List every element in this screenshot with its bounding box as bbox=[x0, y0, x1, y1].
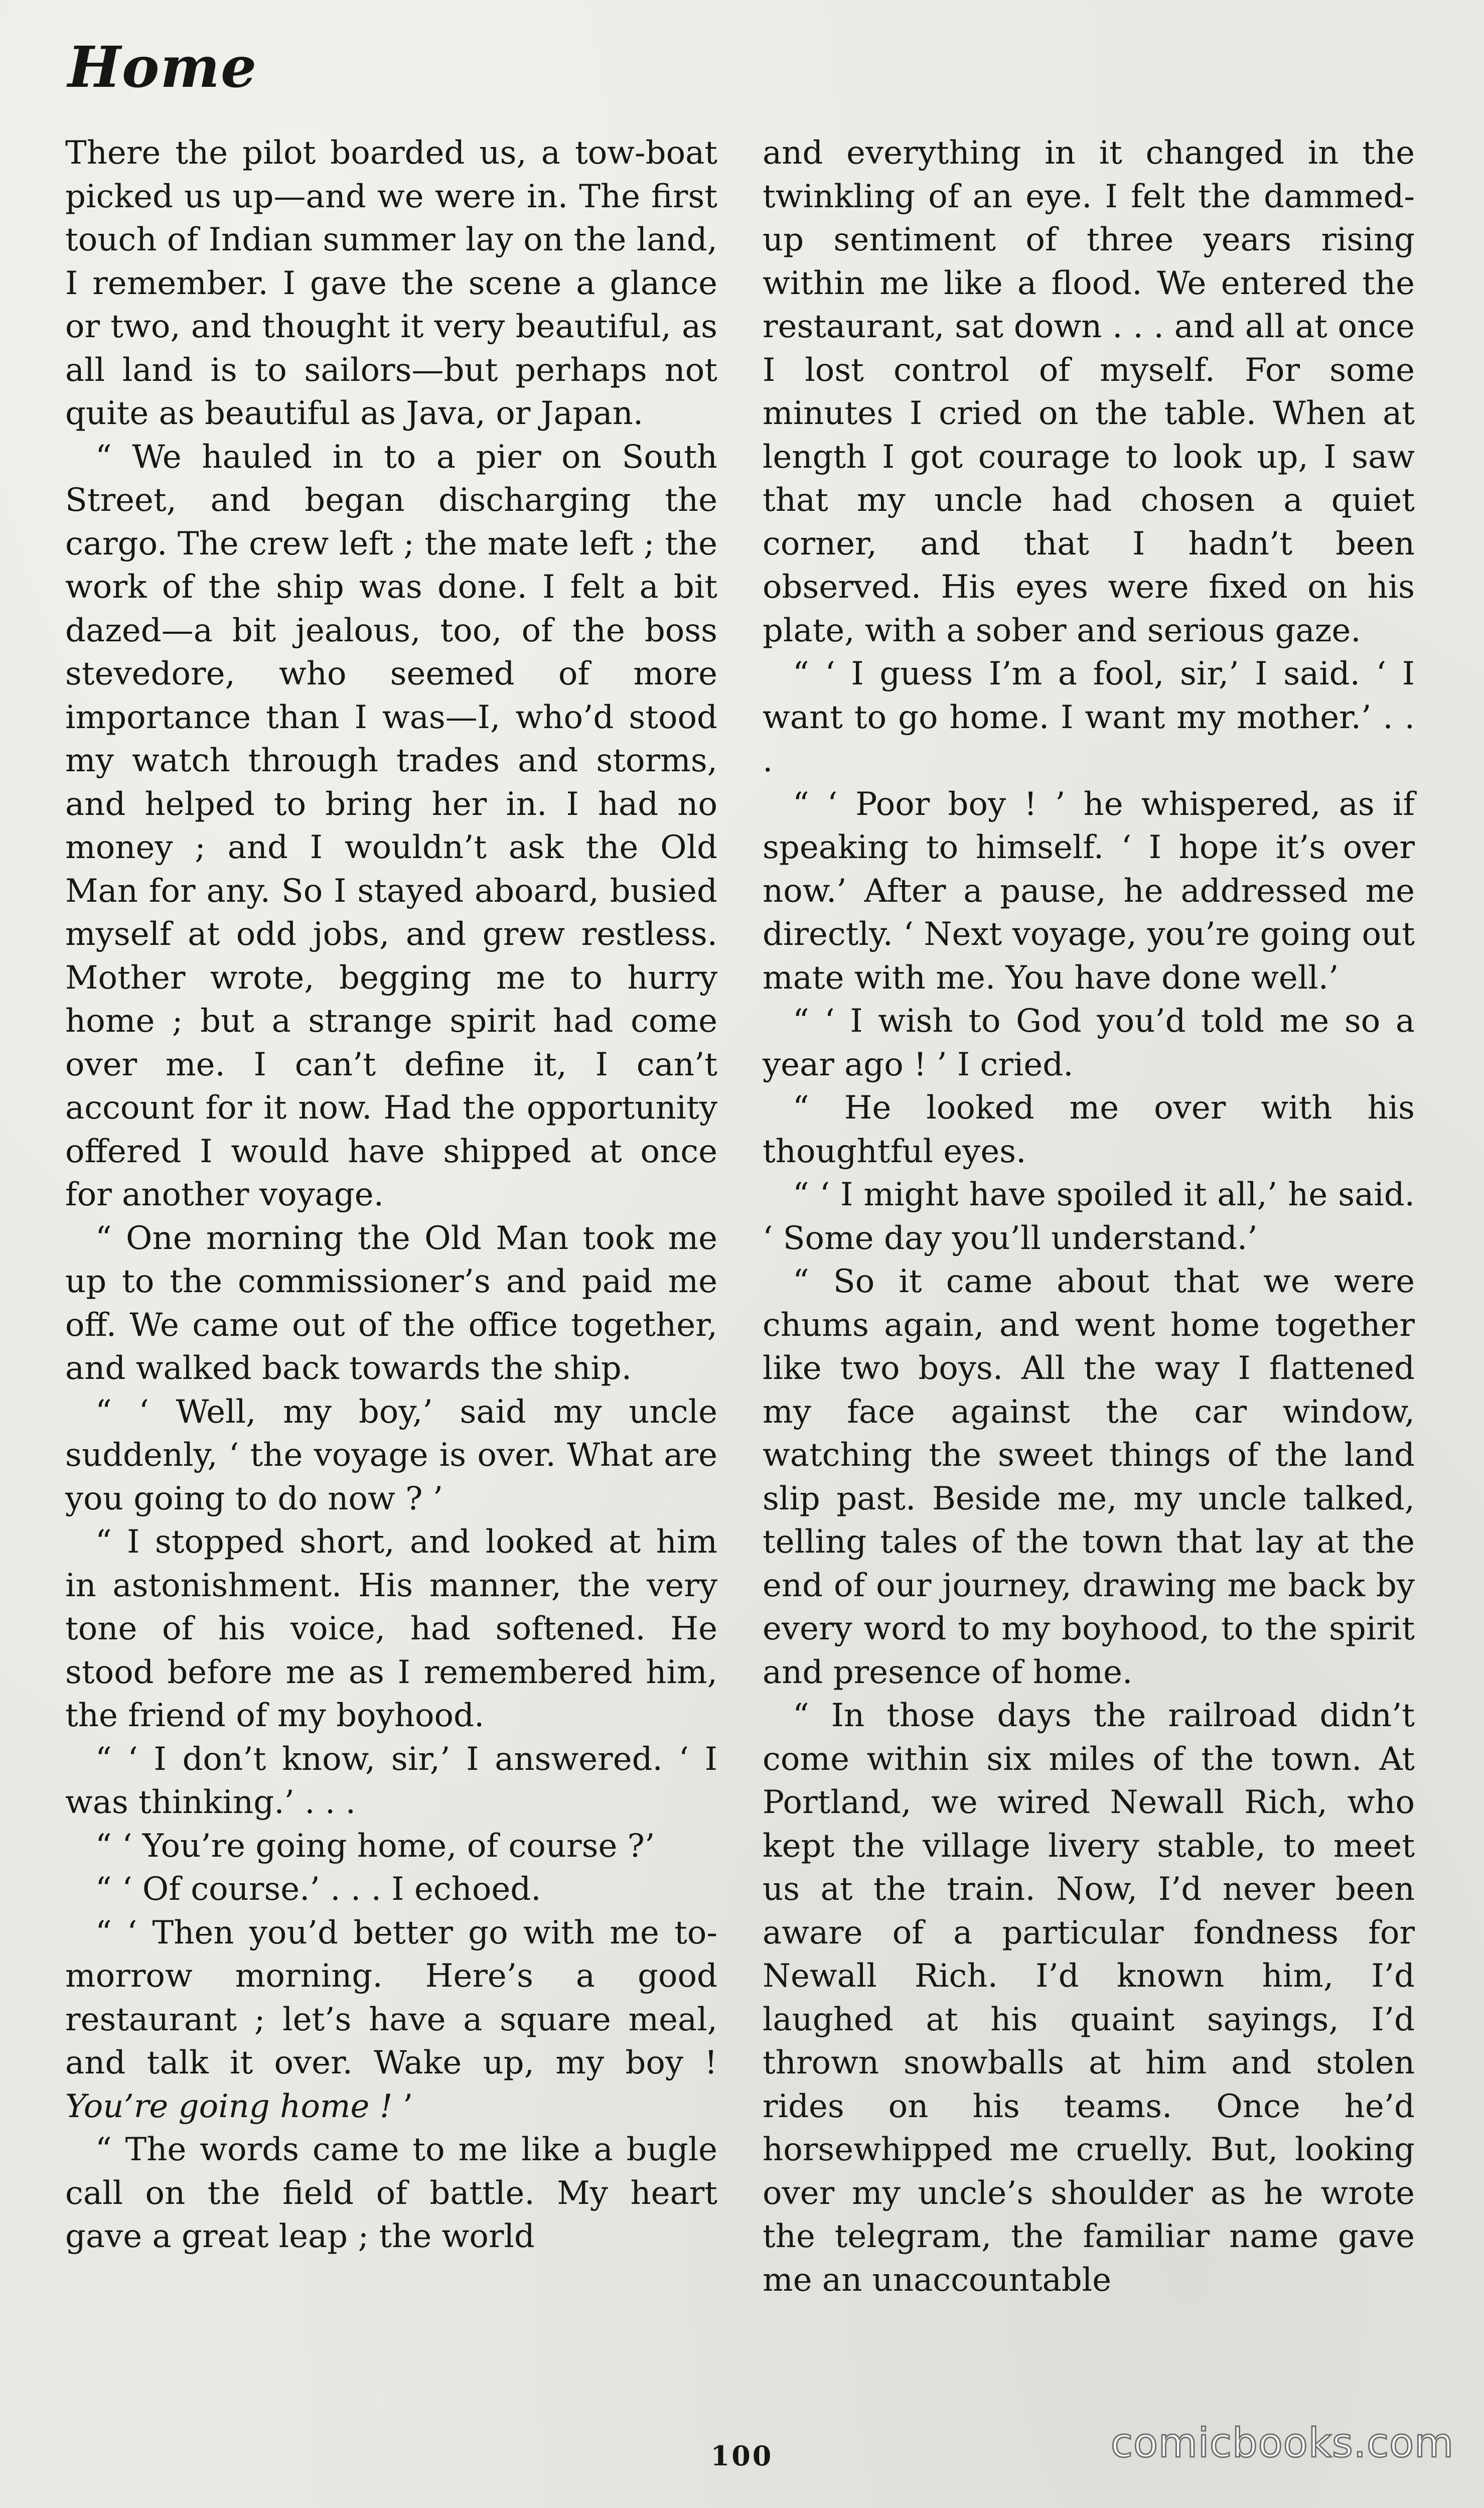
paragraph-text: “ In those days the railroad didn’t come within six miles of the town. At Portland, we wired Newall Rich, who kept the village livery stable, to meet us at the train. Now, I’d never been aware of a particular fondness for Newall Rich. I’d known him, I’d laughed at his quaint sayings, I’d thrown snowballs at him and stolen rides on his teams. Once he’d horsewhipped me cruelly. But, looking over my uncle’s shoulder as he wrote the telegram, the familiar name gave me an unaccountable bbox=[763, 1697, 1415, 2299]
paragraph-text: “ ‘ I guess I’m a fool, sir,’ I said. ‘ I want to go home. I want my mother.’ . . . bbox=[763, 655, 1415, 779]
left-paragraph bbox=[65, 131, 717, 436]
paragraph-text: There the pilot boarded us, a tow-boat picked us up—and we were in. The first touch of Indian summer lay on the land, I remember. I gave the scene a glance or two, and thought it very beautiful, as all land is to sailors—but perhaps not quite as beautiful as Java, or Japan. bbox=[65, 134, 717, 432]
page-title: Home bbox=[68, 35, 258, 100]
watermark-logo: comicbooks.com bbox=[1110, 2420, 1454, 2466]
page-number: 100 bbox=[710, 2440, 774, 2472]
paragraph-text: “ ‘ Of course.’ . . . I echoed. bbox=[95, 1871, 541, 1908]
closing-quote: ’ bbox=[392, 2087, 413, 2125]
paragraph-text: “ I stopped short, and looked at him in astonishment. His manner, the very tone of his voice, had softened. He stood before me as I remembered him, the friend of my boyhood. bbox=[65, 1523, 717, 1734]
paragraph-text: “ The words came to me like a bugle call on the field of battle. My heart gave a great leap ; the world bbox=[65, 2131, 717, 2255]
left-paragraph bbox=[65, 1825, 717, 1868]
paragraph-text: “ So it came about that we were chums again, and went home together like two boys. All the way I flattened my face against the car window, watching the sweet things of the land slip past. Beside me, my uncle talked, telling tales of the town that lay at the end of our journey, drawing me back by every word to my boyhood, to the spirit and presence of home. bbox=[763, 1263, 1415, 1691]
paragraph-text: “ We hauled in to a pier on South Street, and began discharging the cargo. The crew left ; the mate left ; the work of the ship was done. I felt a bit dazed—a bit jealous, too, of the boss stevedore, who seemed of more importance than I was—I, who’d stood my watch through trades and storms, and helped to bring her in. I had no money ; and I wouldn’t ask the Old Man for any. So I stayed aboard, busied myself at odd jobs, and grew restless. Mother wrote, begging me to hurry home ; but a strange spirit had come over me. I can’t define it, I can’t account for it now. Had the opportunity offered I would have shipped at once for another voyage. bbox=[65, 438, 717, 1213]
paragraph-text: “ ‘ Then you’d better go with me to-morrow morning. Here’s a good restaurant ; let’s have a square meal, and talk it over. Wake up, my boy ! bbox=[65, 1914, 717, 2081]
right-paragraph bbox=[763, 131, 1415, 652]
right-paragraph bbox=[763, 652, 1415, 783]
paragraph-text: “ ‘ I wish to God you’d told me so a year ago ! ’ I cried. bbox=[763, 1003, 1415, 1083]
right-paragraph bbox=[763, 1260, 1415, 1694]
paragraph-text: “ One morning the Old Man took me up to the commissioner’s and paid me off. We came out of the office together, and walked back towards the ship. bbox=[65, 1219, 717, 1387]
paragraph-text: “ He looked me over with his thoughtful eyes. bbox=[763, 1089, 1415, 1170]
right-paragraph bbox=[763, 1694, 1415, 2302]
right-text-column bbox=[763, 131, 1415, 2302]
paragraph-text: “ ‘ You’re going home, of course ?’ bbox=[95, 1827, 655, 1865]
left-paragraph bbox=[65, 1390, 717, 1521]
left-paragraph bbox=[65, 1738, 717, 1825]
paragraph-text: “ ‘ Poor boy ! ’ he whispered, as if speaking to himself. ‘ I hope it’s over now.’ After a pause, he addressed me directly. ‘ Next voyage, you’re going out mate with me. You have done well.’ bbox=[763, 785, 1415, 997]
paragraph-text: “ ‘ I might have spoiled it all,’ he said. ‘ Some day you’ll understand.’ bbox=[763, 1176, 1415, 1257]
left-text-column bbox=[65, 131, 717, 2259]
right-paragraph bbox=[763, 1000, 1415, 1086]
left-paragraph bbox=[65, 436, 717, 1217]
right-paragraph bbox=[763, 1086, 1415, 1173]
left-paragraph bbox=[65, 2128, 717, 2259]
paragraph-text: “ ‘ I don’t know, sir,’ I answered. ‘ I was thinking.’ . . . bbox=[65, 1740, 717, 1821]
left-paragraph bbox=[65, 1217, 717, 1390]
left-paragraph bbox=[65, 1520, 717, 1738]
paragraph-text: and everything in it changed in the twinkling of an eye. I felt the dammed-up sentiment of three years rising within me like a flood. We entered the restaurant, sat down . . . and all at once I lost control of myself. For some minutes I cried on the table. When at length I got courage to look up, I saw that my uncle had chosen a quiet corner, and that I hadn’t been observed. His eyes were fixed on his plate, with a sober and serious gaze. bbox=[763, 134, 1415, 649]
paragraph-text: “ ‘ Well, my boy,’ said my uncle suddenly, ‘ the voyage is over. What are you going to do now ? ’ bbox=[65, 1393, 717, 1517]
left-paragraph bbox=[65, 1868, 717, 1911]
right-paragraph bbox=[763, 783, 1415, 1000]
right-paragraph bbox=[763, 1173, 1415, 1260]
left-paragraph bbox=[65, 1911, 717, 2129]
italic-emphasis: You’re going home ! bbox=[65, 2087, 393, 2125]
